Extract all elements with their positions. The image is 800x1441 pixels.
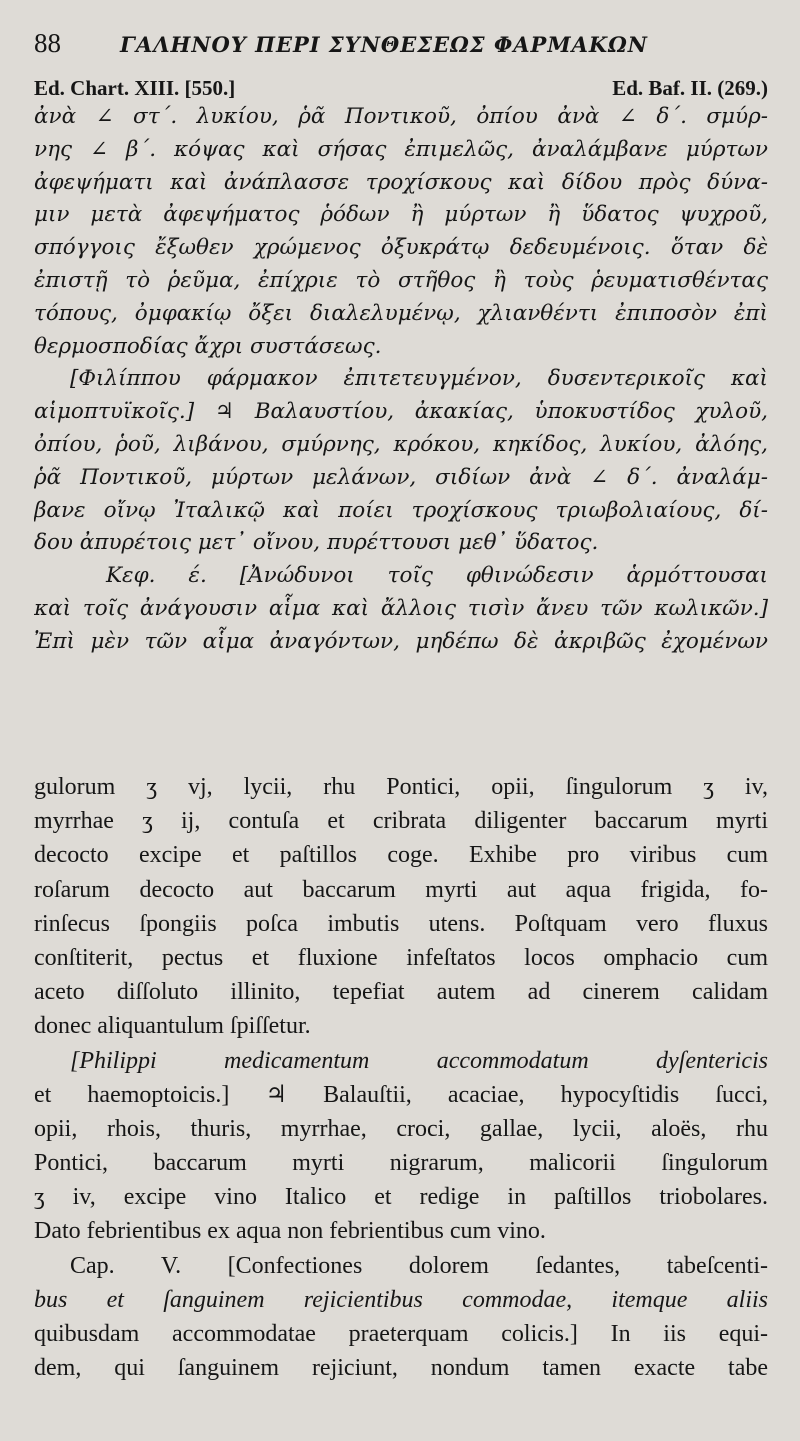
greek-section-heading: [Φιλίππου φάρμακον ἐπιτετευγμένον, δυσεντερικοῖς καὶ bbox=[70, 366, 768, 392]
greek-line: Ἐπὶ μὲν τῶν αἷμα ἀναγόντων, μηδέπω δὲ ἀκριβῶς ἐχομένων bbox=[34, 628, 768, 654]
latin-line: decocto excipe et paſtillos coge. Exhibe pro viribus cum bbox=[34, 842, 768, 869]
latin-chapter-heading: Cap. V. [Confectiones dolorem ſedantes, tabeſcenti- bbox=[70, 1252, 768, 1279]
latin-line: bus et ſanguinem rejicientibus commodae, itemque aliis bbox=[34, 1286, 768, 1313]
latin-line: ʒ iv, excipe vino Italico et redige in paſtillos triobolares. bbox=[34, 1184, 768, 1211]
greek-line: ἐπιστῇ τὸ ῥεῦμα, ἐπίχριε τὸ στῆθος ἢ τοὺς ῥευματισθέντας bbox=[34, 267, 768, 293]
page-number: 88 bbox=[34, 28, 61, 58]
greek-line: μιν μετὰ ἀφεψήματος ῥόδων ἢ μύρτων ἢ ὕδατος ψυχροῦ, bbox=[34, 202, 768, 228]
greek-line: δου ἀπυρέτοις μετ᾽ οἴνου, πυρέττουσι μεθ᾽ ὕδατος. bbox=[34, 530, 599, 556]
latin-line: roſarum decocto aut baccarum myrti aut aqua frigida, fo- bbox=[34, 876, 768, 903]
latin-line: conſtiterit, pectus et fluxione infeſtatos locos omphacio cum bbox=[34, 944, 768, 971]
greek-chapter-heading: Κεφ. έ. [Ἀνώδυνοι τοῖς φθινώδεσιν ἁρμόττουσαι bbox=[106, 563, 768, 589]
greek-line: ἀνὰ ∠ στ΄. λυκίου, ῥᾶ Ποντικοῦ, ὀπίου ἀνὰ ∠ δ΄. σμύρ- bbox=[34, 104, 768, 129]
latin-line: aceto diſſoluto illinito, tepefiat autem ad cinerem calidam bbox=[34, 979, 768, 1006]
page-header bbox=[34, 28, 774, 68]
latin-line: quibusdam accommodatae praeterquam colicis.] In iis equi- bbox=[34, 1321, 768, 1347]
greek-line: θερμοσποδίας ἄχρι συστάσεως. bbox=[34, 333, 382, 359]
greek-line: ἀφεψήματι καὶ ἀνάπλασσε τροχίσκους καὶ δίδου πρὸς δύνα- bbox=[34, 169, 768, 195]
edition-reference-left: Ed. Chart. XIII. [550.] bbox=[34, 76, 236, 100]
latin-line: opii, rhois, thuris, myrrhae, croci, gallae, lycii, aloës, rhu bbox=[34, 1115, 768, 1142]
latin-line: Dato febrientibus ex aqua non febrientibus cum vino. bbox=[34, 1218, 546, 1245]
latin-line: Pontici, baccarum myrti nigrarum, malicorii ſingulorum bbox=[34, 1150, 768, 1177]
greek-line: νης ∠ β΄. κόψας καὶ σήσας ἐπιμελῶς, ἀναλάμβανε μύρτων bbox=[34, 136, 768, 162]
running-title: ΓΑΛΗΝΟΥ ΠΕΡΙ ΣΥΝΘΕΣΕΩΣ ΦΑΡΜΑΚΩΝ bbox=[120, 32, 648, 57]
edition-reference-row bbox=[34, 76, 768, 101]
greek-line: ὀπίου, ῥοῦ, λιβάνου, σμύρνης, κρόκου, κηκίδος, λυκίου, ἀλόης, bbox=[34, 431, 768, 457]
greek-line: καὶ τοῖς ἀνάγουσιν αἷμα καὶ ἄλλοις τισὶν ἄνευ τῶν κωλικῶν.] bbox=[34, 595, 768, 621]
latin-text-block bbox=[34, 770, 768, 1385]
latin-line: gulorum ʒ vj, lycii, rhu Pontici, opii, ſingulorum ʒ iv, bbox=[34, 774, 768, 800]
latin-line: dem, qui ſanguinem rejiciunt, nondum tamen exacte tabe bbox=[34, 1355, 768, 1382]
greek-text-block bbox=[34, 101, 768, 659]
greek-line: αἱμοπτυϊκοῖς.] ♃ Βαλαυστίου, ἀκακίας, ὑποκυστίδος χυλοῦ, bbox=[34, 399, 768, 425]
edition-reference-right: Ed. Baf. II. (269.) bbox=[612, 76, 768, 100]
greek-line: τόπους, ὀμφακίῳ ὄξει διαλελυμένῳ, χλιανθέντι ἐπιποσὸν ἐπὶ bbox=[34, 300, 768, 326]
latin-line: donec aliquantulum ſpiſſetur. bbox=[34, 1013, 311, 1040]
latin-section-heading: [Philippi medicamentum accommodatum dyſentericis bbox=[70, 1047, 768, 1074]
latin-line: myrrhae ʒ ij, contuſa et cribrata diligenter baccarum myrti bbox=[34, 808, 768, 835]
latin-line: rinſecus ſpongiis poſca imbutis utens. Poſtquam vero fluxus bbox=[34, 910, 768, 937]
greek-line: σπόγγοις ἔξωθεν χρώμενος ὀξυκράτῳ δεδευμένοις. ὅταν δὲ bbox=[34, 235, 768, 261]
greek-line: βανε οἴνῳ Ἰταλικῷ καὶ ποίει τροχίσκους τριωβολιαίους, δί- bbox=[34, 497, 768, 523]
greek-line: ῥᾶ Ποντικοῦ, μύρτων μελάνων, σιδίων ἀνὰ ∠ δ΄. ἀναλάμ- bbox=[34, 464, 768, 490]
latin-line: et haemoptoicis.] ♃ Balauſtii, acaciae, hypocyſtidis ſucci, bbox=[34, 1081, 768, 1108]
